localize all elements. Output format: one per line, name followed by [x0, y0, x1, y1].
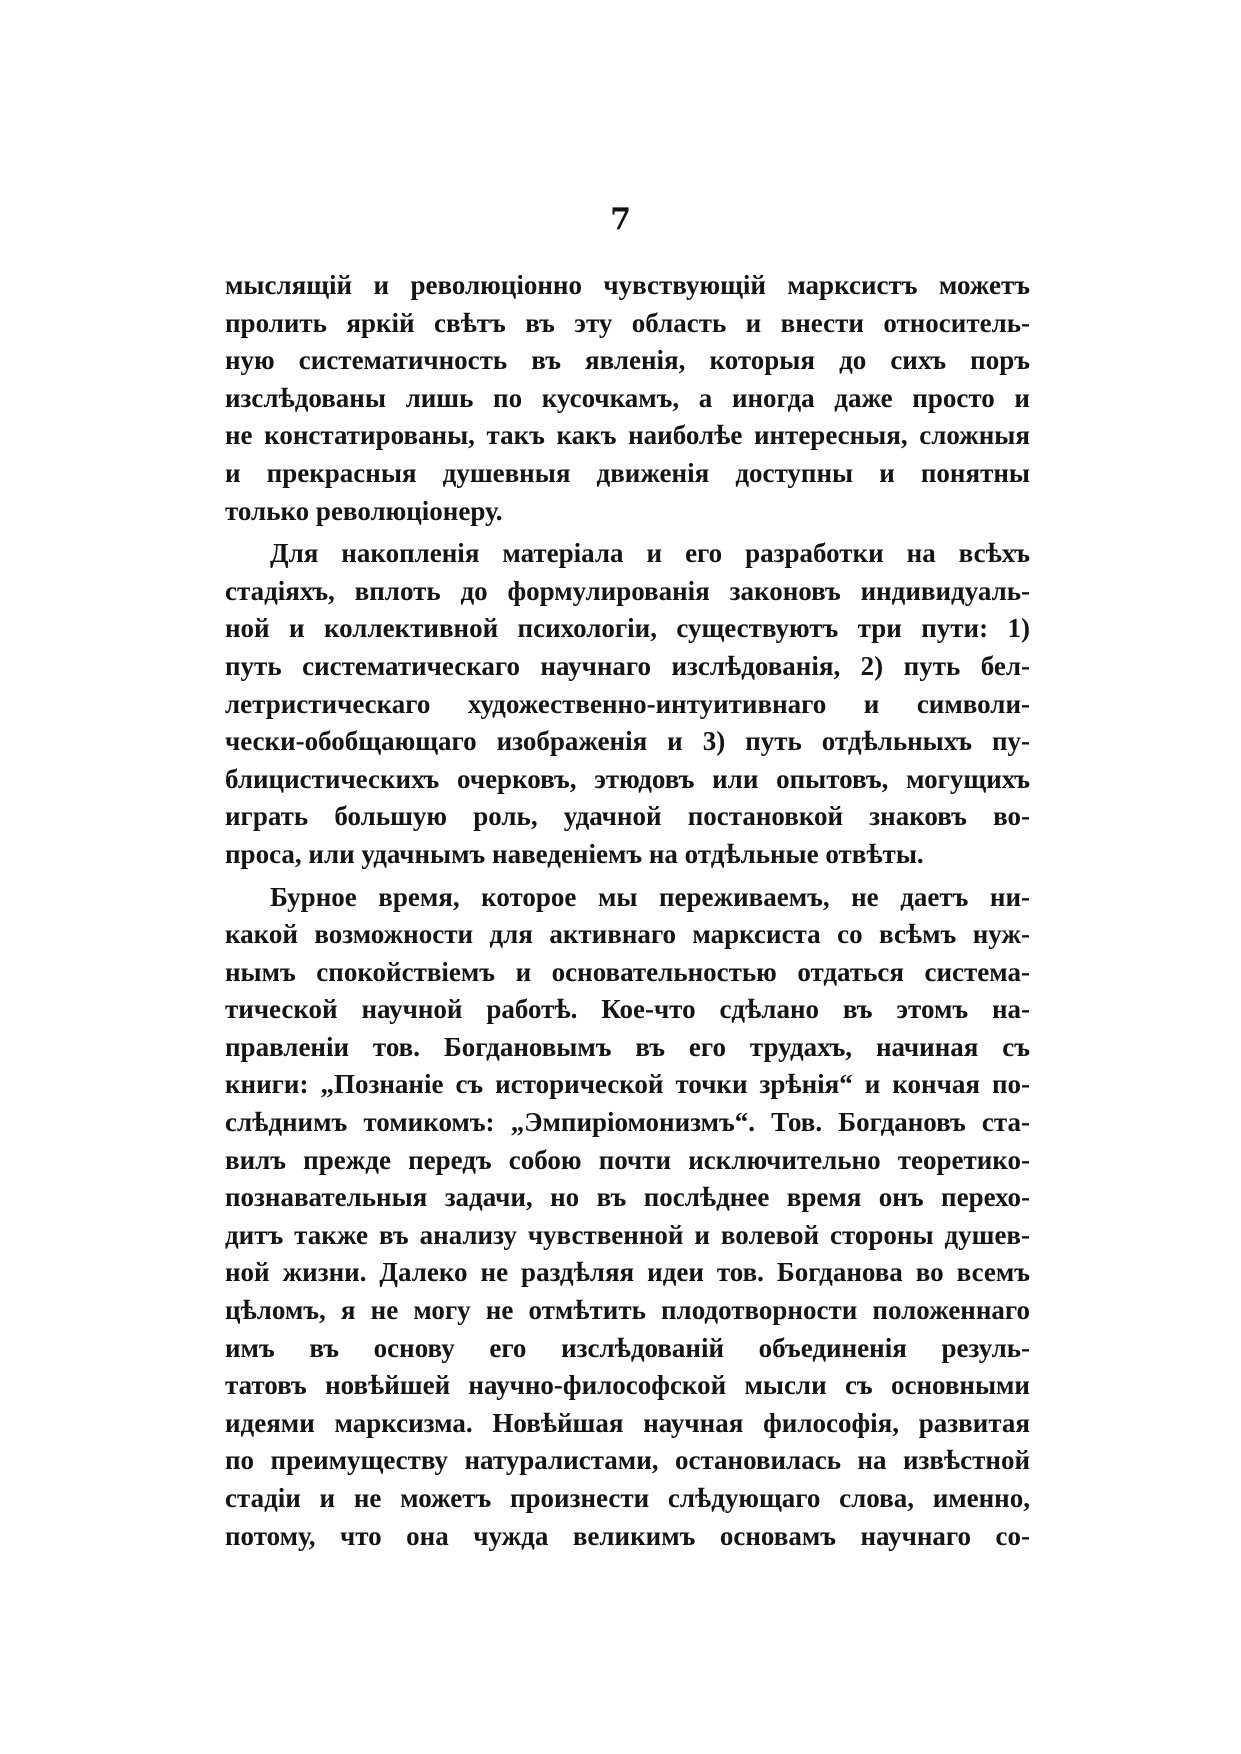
- paragraph-1: [225, 267, 1030, 530]
- text-line: ной и коллективной психологіи, существуютъ три пути: 1): [225, 613, 1030, 644]
- text-line: познавательныя задачи, но въ послѣднее время онъ перехо-: [225, 1182, 1030, 1213]
- text-line: ную систематичность въ явленія, которыя до сихъ поръ: [225, 345, 1030, 376]
- text-line: потому, что она чужда великимъ основамъ научнаго со-: [225, 1520, 1030, 1551]
- text-line: татовъ новѣйшей научно-философской мысли съ основными: [225, 1370, 1030, 1401]
- text-line: изслѣдованы лишь по кусочкамъ, а иногда даже просто и: [225, 382, 1030, 413]
- text-line: летристическаго художественно-интуитивнаго и символи-: [225, 688, 1030, 719]
- text-line: книги: „Познаніе съ исторической точки зрѣнія“ и кончая по-: [225, 1069, 1030, 1100]
- text-line: играть большую роль, удачной постановкой знаковъ во-: [225, 801, 1030, 832]
- text-line: Бурное время, которое мы переживаемъ, не даетъ ни-: [270, 881, 1030, 912]
- text-line: идеями марксизма. Новѣйшая научная философія, развитая: [225, 1407, 1030, 1438]
- text-line: нымъ спокойствіемъ и основательностью отдаться система-: [225, 956, 1030, 987]
- paragraph-2: [225, 535, 1030, 873]
- text-line: не констатированы, такъ какъ наиболѣе интересныя, сложныя: [225, 420, 1030, 451]
- text-line: мыслящій и революціонно чувствующій марксистъ можетъ: [225, 270, 1030, 300]
- page-number: 7: [610, 202, 631, 237]
- text-line: дитъ также въ анализу чувственной и волевой стороны душев-: [225, 1219, 1030, 1250]
- text-line: цѣломъ, я не могу не отмѣтить плодотворности положеннаго: [225, 1295, 1030, 1326]
- paragraph-3: [225, 879, 1030, 1556]
- text-line: пролить яркій свѣтъ въ эту область и внести относитель-: [225, 307, 1030, 338]
- text-line: стадіи и не можетъ произнести слѣдующаго слова, именно,: [225, 1483, 1030, 1513]
- text-line: ной жизни. Далеко не раздѣляя идеи тов. Богданова во всемъ: [225, 1257, 1030, 1288]
- text-line: слѣднимъ томикомъ: „Эмпиріомонизмъ“. Тов. Богдановъ ста-: [225, 1107, 1030, 1138]
- text-line: чески-обобщающаго изображенія и 3) путь отдѣльныхъ пу-: [225, 726, 1030, 757]
- text-line: тической научной работѣ. Кое-что сдѣлано въ этомъ на-: [225, 994, 1030, 1025]
- text-line: по преимуществу натуралистами, остановилась на извѣстной: [225, 1445, 1030, 1476]
- text-line: проса, или удачнымъ наведеніемъ на отдѣльные отвѣты.: [225, 838, 924, 869]
- text-line: и прекрасныя душевныя движенія доступны и понятны: [225, 457, 1030, 488]
- text-line: какой возможности для активнаго марксиста со всѣмъ нуж-: [225, 919, 1030, 950]
- text-line: имъ въ основу его изслѣдованій объединенія резуль-: [225, 1332, 1030, 1363]
- text-line: блицистическихъ очерковъ, этюдовъ или опытовъ, могущихъ: [225, 763, 1030, 794]
- text-line: правленіи тов. Богдановымъ въ его трудахъ, начиная съ: [225, 1031, 1030, 1062]
- text-line: только революціонеру.: [225, 495, 503, 526]
- text-line: вилъ прежде передъ собою почти исключительно теоретико-: [225, 1144, 1030, 1175]
- text-line: путь систематическаго научнаго изслѣдованія, 2) путь бел-: [225, 650, 1030, 681]
- text-line: стадіяхъ, вплоть до формулированія законовъ индивидуаль-: [225, 575, 1030, 606]
- body-text: [225, 267, 1030, 1555]
- text-line: Для накопленія матеріала и его разработки на всѣхъ: [270, 538, 1030, 569]
